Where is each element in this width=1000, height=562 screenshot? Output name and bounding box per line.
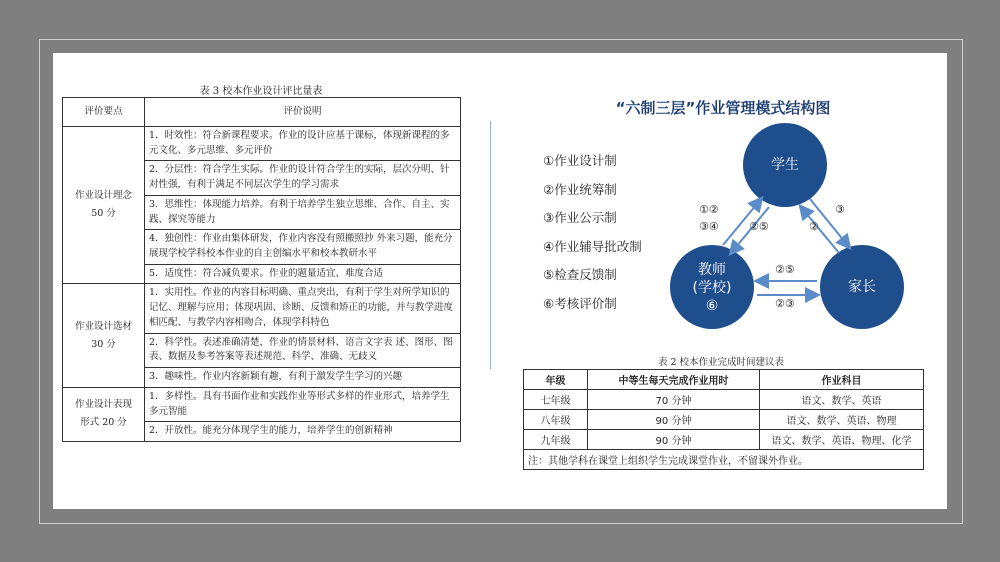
table-row	[63, 127, 461, 161]
diagram-title: “六制三层”作业管理模式结构图	[615, 99, 831, 117]
criterion-cell: 1．多样性。具有书面作业和实践作业等形式多样的作业形式，培养学生多元智能	[145, 387, 461, 421]
teacher-name: 教师	[698, 262, 726, 278]
arrow-label: ②⑤	[775, 263, 795, 276]
category-cell	[63, 127, 145, 284]
criterion-cell: 3．趣味性。作业内容新颖有趣，有利于激发学生学习的兴趣	[145, 368, 461, 388]
column-header: 评价说明	[145, 98, 461, 127]
arrow-label: ③	[835, 203, 845, 216]
arrow-label: ②③	[775, 297, 795, 310]
category-cell	[63, 284, 145, 387]
subjects-cell: 语文、数学、英语	[760, 390, 924, 410]
arrow-label: ①②	[699, 203, 719, 216]
category-cell	[63, 387, 145, 441]
table-header-row	[63, 98, 461, 127]
criterion-cell: 3．思维性：体现能力培养。有利于培养学生独立思维、合作、自主、实践、探究等能力	[145, 195, 461, 229]
category-name: 作业设计选材	[74, 320, 132, 332]
time-cell: 90 分钟	[588, 430, 760, 450]
table-row	[63, 284, 461, 333]
list-item: ①作业设计制	[543, 153, 617, 168]
time-table	[523, 369, 924, 470]
table-row	[524, 450, 924, 470]
subjects-cell: 语文、数学、英语、物理、化学	[760, 430, 924, 450]
teacher-marker: ⑥	[705, 298, 719, 314]
system-list	[543, 147, 642, 318]
criterion-cell: 1．时效性：符合新课程要求。作业的设计应基于课标，体现新课程的多元文化、多元思维、多元评价	[145, 127, 461, 161]
criterion-cell: 4．独创性：作业由集体研发，作业内容没有照搬照抄 外来习题，能充分展现学校学科校本作业的自主创编水平和校本教研水平	[145, 230, 461, 264]
time-cell: 90 分钟	[588, 410, 760, 430]
parent-label: 家长	[848, 279, 876, 295]
category-name: 作业设计表现	[74, 399, 132, 411]
table-header-row	[524, 370, 924, 390]
column-header: 年级	[524, 370, 588, 390]
column-header: 作业科目	[760, 370, 924, 390]
category-score: 30 分	[91, 338, 116, 350]
criterion-cell: 5．适度性：符合减负要求。作业的题量适宜、难度合适	[145, 264, 461, 284]
criterion-cell: 2．科学性。表述准确清楚，作业的情景材料、语言文字表 述、图形、图表、数据及参考答案等表述规范、科学、准确、无歧义	[145, 333, 461, 367]
list-item: ⑥考核评价制	[543, 295, 617, 311]
table-row	[63, 387, 461, 421]
table-row	[524, 390, 924, 410]
arrow-label: ③④	[699, 220, 719, 233]
time-cell: 70 分钟	[588, 390, 760, 410]
category-name: 作业设计理念	[74, 190, 132, 202]
criterion-cell: 1．实用性。作业的内容目标明确、重点突出，有利于学生对所学知识的记忆、理解与应用；体现巩固、诊断、反馈和矫正的功能，并与教学进度相匹配、与教学内容相吻合，体现学科特色	[145, 284, 461, 333]
student-label: 学生	[771, 157, 799, 173]
list-item: ⑤检查反馈制	[543, 267, 617, 282]
column-header: 评价要点	[63, 98, 145, 127]
structure-diagram	[517, 91, 929, 345]
teacher-subtitle: (学校)	[692, 280, 732, 296]
column-header: 中等生每天完成作业用时	[588, 370, 760, 390]
table3-caption: 表 3 校本作业设计评比量表	[199, 86, 323, 97]
grade-cell: 八年级	[524, 410, 588, 430]
arrow-label: ②⑤	[749, 220, 769, 233]
list-item: ④作业辅导批改制	[543, 238, 642, 254]
category-score: 50 分	[91, 208, 116, 220]
table-row	[524, 410, 924, 430]
grade-cell: 七年级	[524, 390, 588, 410]
list-item: ②作业统筹制	[543, 181, 617, 197]
criterion-cell: 2．分层性：符合学生实际。作业的设计符合学生的实际，层次分明、针对性强，有利于满足不同层次学生的学习需求	[145, 161, 461, 195]
evaluation-table	[62, 97, 461, 442]
grade-cell: 九年级	[524, 430, 588, 450]
column-divider	[490, 121, 491, 369]
table2-caption: 表 2 校本作业完成时间建议表	[657, 357, 785, 368]
subjects-cell: 语文、数学、英语、物理	[760, 410, 924, 430]
criterion-cell: 2．开放性。能充分体现学生的能力，培养学生的创新精神	[145, 422, 461, 442]
table-note: 注：其他学科在课堂上组织学生完成课堂作业，不留课外作业。	[524, 450, 924, 470]
table-row	[524, 430, 924, 450]
arrow-parent-to-student	[801, 207, 839, 253]
category-score: 形式 20 分	[80, 417, 127, 429]
list-item: ③作业公示制	[543, 210, 617, 225]
teacher-label	[680, 261, 744, 315]
arrow-label: ②	[809, 220, 819, 233]
